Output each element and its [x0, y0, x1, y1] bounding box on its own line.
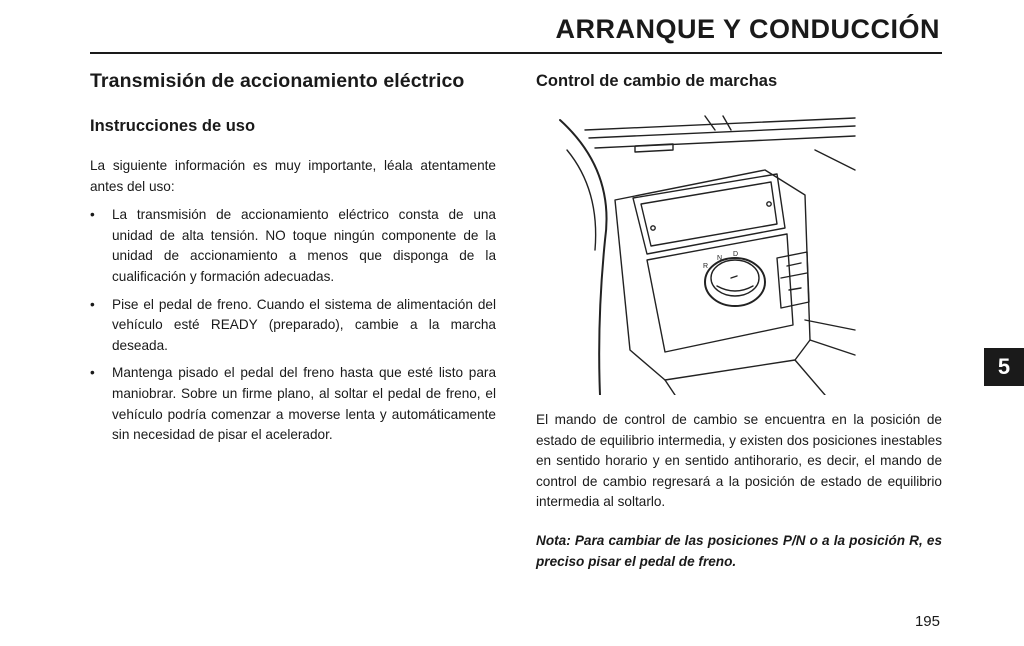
bullet-marker: • [90, 365, 95, 381]
section-title: Transmisión de accionamiento eléctrico [90, 70, 465, 92]
gear-label-d: D [733, 251, 739, 258]
gear-control-paragraph: El mando de control de cambio se encuentra en la posición de estado de equilibrio intermedia, y existen dos posiciones inestables en sentido horario y en sentido antihorario, es decir, el mando de control de cambio regresará a la posición de estado de equilibrio intermedia al soltarlo. [536, 412, 942, 510]
list-item [90, 363, 496, 445]
list-item [90, 295, 496, 357]
subsection-title-gear-control: Control de cambio de marchas [536, 72, 778, 90]
list-item-text: La transmisión de accionamiento eléctrico consta de una unidad de alta tensión. NO toque ningún componente de la unidad de accionamiento a menos que disponga de la cualificación y formación adecuadas. [112, 207, 496, 284]
gear-label-r: R [703, 263, 709, 270]
right-column-text [536, 410, 942, 572]
subsection-title-instructions: Instrucciones de uso [90, 117, 256, 135]
list-item [90, 205, 496, 287]
chapter-tab: 5 [984, 348, 1024, 386]
intro-paragraph: La siguiente información es muy importante, léala atentamente antes del uso: [90, 158, 496, 194]
chapter-header-title: ARRANQUE Y CONDUCCIÓN [555, 14, 940, 44]
left-column [90, 70, 496, 453]
list-item-text: Mantenga pisado el pedal del freno hasta que esté listo para maniobrar. Sobre un firme plano, al soltar el pedal de freno, el vehículo podría comenzar a moverse lenta y automáticamente sin necesidad de pisar el acelerador. [112, 365, 496, 443]
instruction-list [90, 205, 496, 446]
header-rule [90, 52, 942, 54]
page-number: 195 [914, 613, 940, 630]
bullet-marker: • [90, 296, 95, 312]
gear-label-n: N [717, 255, 723, 262]
right-column-header [536, 70, 942, 91]
bullet-marker: • [90, 207, 95, 223]
gear-selector-illustration [555, 110, 865, 395]
list-item-text: Pise el pedal de freno. Cuando el sistema de alimentación del vehículo esté READY (preparado), cambie a la marcha deseada. [112, 296, 496, 353]
note-paragraph: Nota: Para cambiar de las posiciones P/N o a la posición R, es preciso pisar el pedal de freno. [536, 532, 942, 569]
gear-selector-drawing [555, 110, 865, 395]
